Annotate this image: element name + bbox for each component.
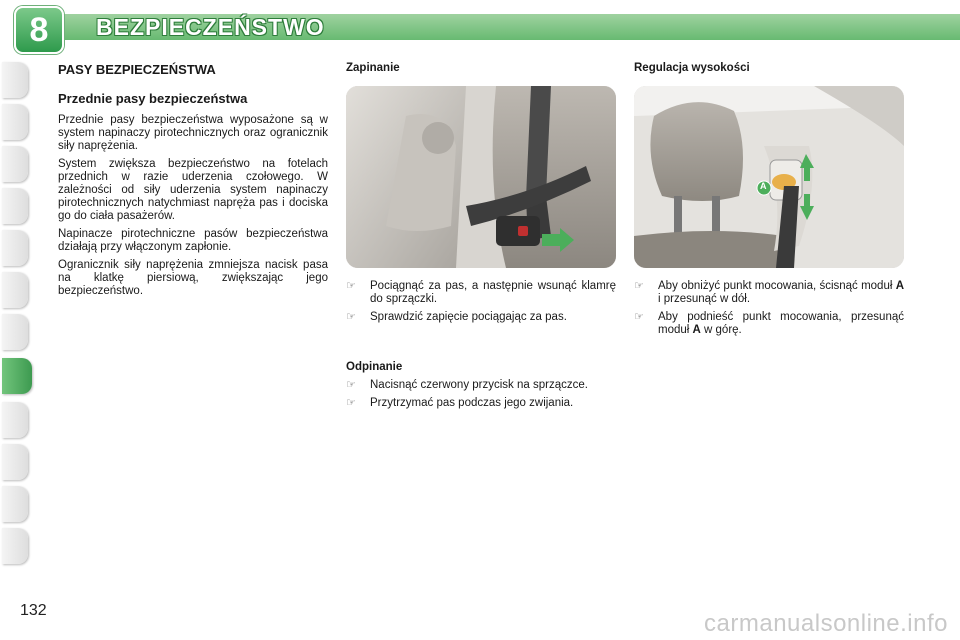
release-title: Odpinanie <box>346 361 403 373</box>
chapter-title: BEZPIECZEŃSTWO <box>96 14 325 40</box>
module-label: A <box>895 280 904 292</box>
pointing-hand-icon: ☞ <box>346 397 356 409</box>
column-fastening <box>346 62 616 415</box>
module-label: A <box>692 324 701 336</box>
step-text: Aby podnieść punkt mocowania, przesunąć moduł <box>658 311 904 336</box>
paragraph: System zwiększa bezpieczeństwo na fotelach przednich w razie uderzenia czołowego. W zależności od siły uderzenia system napinaczy pirotechnicznych natychmiast napręża pas i dociska go do ciała pasażerów. <box>58 158 328 222</box>
pointing-hand-icon: ☞ <box>634 311 644 323</box>
step-text: Pociągnąć za pas, a następnie wsunąć klamrę do sprzączki. <box>370 280 616 305</box>
header-underline <box>56 40 960 54</box>
list-item <box>634 280 904 306</box>
chapter-tab[interactable] <box>2 146 28 182</box>
chapter-tab[interactable] <box>2 314 28 350</box>
pointing-hand-icon: ☞ <box>634 280 644 292</box>
list-item <box>346 397 616 410</box>
chapter-tab[interactable] <box>2 62 28 98</box>
seatbelt-buckle-illustration <box>346 86 616 268</box>
list-item <box>346 379 616 392</box>
list-item <box>346 280 616 306</box>
header-bar <box>0 0 960 54</box>
list-item <box>346 311 616 324</box>
release-steps <box>346 379 616 410</box>
column-height-adjust <box>634 62 904 342</box>
step-text: Aby obniżyć punkt mocowania, ścisnąć moduł <box>658 280 896 292</box>
height-adjust-title: Regulacja wysokości <box>634 62 750 74</box>
chapter-tab[interactable] <box>2 272 28 308</box>
chapter-tab[interactable] <box>2 402 28 438</box>
chapter-tab[interactable] <box>2 188 28 224</box>
chapter-tab[interactable] <box>2 528 28 564</box>
module-a-callout: A <box>760 181 767 191</box>
chapter-tab[interactable] <box>2 230 28 266</box>
chapter-tabs <box>0 62 34 576</box>
step-text: w górę. <box>700 324 742 336</box>
chapter-number-badge: 8 <box>14 6 64 54</box>
headrest-belt-illustration <box>634 86 904 268</box>
chapter-tab[interactable] <box>2 444 28 480</box>
step-text: Nacisnąć czerwony przycisk na sprzączce. <box>370 379 588 391</box>
height-adjust-steps <box>634 280 904 337</box>
fastening-steps <box>346 280 616 324</box>
step-text: Sprawdzić zapięcie pociągając za pas. <box>370 311 567 323</box>
fastening-title: Zapinanie <box>346 62 400 74</box>
paragraph: Przednie pasy bezpieczeństwa wyposażone są w system napinaczy pirotechnicznych oraz ogranicznik siły naprężenia. <box>58 114 328 152</box>
paragraph: Ogranicznik siły naprężenia zmniejsza nacisk pasa na klatkę piersiową, zwiększając jego bezpieczeństwo. <box>58 259 328 297</box>
column-intro <box>58 62 328 303</box>
pointing-hand-icon: ☞ <box>346 311 356 323</box>
pointing-hand-icon: ☞ <box>346 280 356 292</box>
watermark: carmanualsonline.info <box>704 610 948 637</box>
subsection-title: Przednie pasy bezpieczeństwa <box>58 91 248 106</box>
height-adjust-image <box>634 86 904 268</box>
pointing-hand-icon: ☞ <box>346 379 356 391</box>
step-text: i przesunąć w dół. <box>658 293 751 305</box>
paragraph: Napinacze pirotechniczne pasów bezpieczeństwa działają przy włączonym zapłonie. <box>58 228 328 253</box>
list-item <box>634 311 904 337</box>
page-number: 132 <box>20 602 47 619</box>
step-text: Przytrzymać pas podczas jego zwijania. <box>370 397 574 409</box>
chapter-tab[interactable] <box>2 104 28 140</box>
seatbelt-buckle-image <box>346 86 616 268</box>
chapter-tab[interactable] <box>2 486 28 522</box>
section-title: PASY BEZPIECZEŃSTWA <box>58 62 216 77</box>
chapter-tab-active[interactable] <box>2 358 32 394</box>
